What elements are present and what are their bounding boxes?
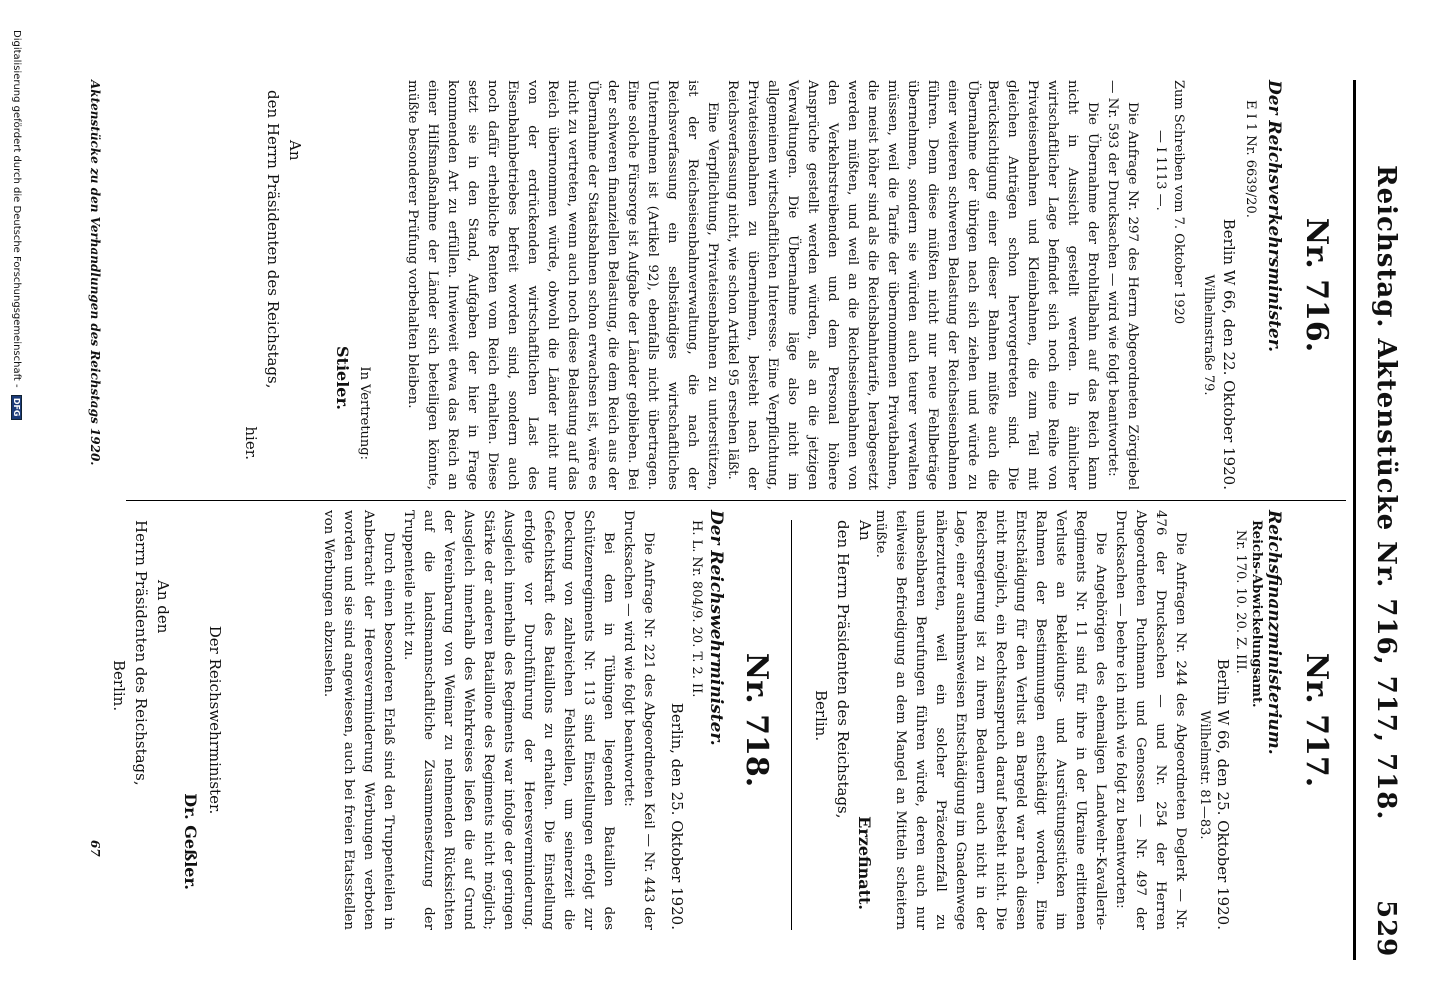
doc717-paragraph-1: Die Angehörigen des ehemaligen Landwehr-Kavallerie-Regiments Nr. 11 sind für ihre in der Ukraine erlittenen Verluste an Bekleidungs- und Ausrüstungsstücken im Rahmen der Bestimmungen entschädigt worden. Eine Entschädigung für den Verlust an Bargeld war nach diesen nicht möglich, ein Rechtsanspruch darauf besteht nicht. Die Reichsregierung ist zu ihrem Bedauern auch nicht in der Lage, einer ausnahmsweisen Entschädigung im Gnadenwege näherzutreten, weil ein solcher Präzedenzfall zu unabsehbaren Berufungen führen würde, deren auch nur teilweise Befriedigung an dem Mangel an Mitteln scheitern müßte. — [873, 510, 1108, 930]
doc717-number: Nr. 717. — [1299, 652, 1334, 788]
doc717-intro: Die Anfragen Nr. 244 des Abgeordneten Deglerk — Nr. 476 der Drucksachen — und Nr. 254 der Herren Abgeordneten Puchmann und Genossen — Nr. 497 der Drucksachen — beehre ich mich wie folgt zu beantworten: — [1113, 510, 1188, 930]
doc716-signature: Stieler. — [333, 346, 352, 410]
doc717-street: Wilhelmstr. 81—83. — [1197, 710, 1212, 840]
doc718-paragraph-2: Durch einen besonderen Erlaß sind den Truppenteilen in Anbetracht der Heeresverminderung Werbungen verboten worden und sie sind angewiesen, auch bei freien Etatsstellen von Werbungen abzusehen. — [321, 510, 396, 930]
running-header: Reichstag. Aktenstücke Nr. 716, 717, 718. — [1371, 165, 1401, 821]
doc716-number: Nr. 716. — [1299, 217, 1334, 353]
doc718-closing: Der Reichswehrminister. — [206, 625, 224, 815]
doc717-place-date: Berlin W 66, den 25. Oktober 1920. — [1214, 658, 1232, 930]
doc718-ministry: Der Reichswehrminister. — [706, 510, 726, 746]
doc717-address-place: Berlin. — [812, 690, 830, 742]
doc716-letter-ref: Zum Schreiben vom 7. Oktober 1920 — [1171, 80, 1186, 325]
doc716-place-date: Berlin W 66, den 22. Oktober 1920. — [1220, 218, 1238, 490]
doc716-ministry: Der Reichsverkehrsminister. — [1264, 80, 1284, 353]
doc717-separator — [791, 520, 792, 930]
doc716-letter-ref-2: — I 1113 —. — [1153, 130, 1168, 211]
doc718-address-to: Herrn Präsidenten des Reichstags, — [132, 520, 150, 786]
footer-page: 67 — [88, 840, 102, 857]
doc716-address-place: hier. — [242, 426, 260, 460]
doc717-address-an: An — [856, 520, 874, 541]
doc718-address-an: An den — [154, 580, 172, 634]
doc718-signature: Dr. Geßler. — [181, 793, 200, 890]
page-number: 529 — [1371, 900, 1401, 958]
doc716-address-an: An — [286, 140, 304, 161]
doc716-street: Wilhelmstraße 79. — [1201, 274, 1216, 396]
doc716-reference: E I 1 Nr. 6639/20. — [1243, 100, 1258, 218]
doc716-paragraph-1: Die Übernahme der Brohltalbahn auf das Reich kann nicht in Aussicht gestellt werden. In ähnlicher wirtschaftlicher Lage befindet sich noch eine Reihe von Privateisenbahnen und Kleinbahnen, die zum Teil mit gleichen Anträgen schon hervorgetreten sind. Die Berücksichtigung einer dieser Bahnen müßte auch die Übernahme der übrigen nach sich ziehen und würde zu einer weiteren schweren Belastung der Reichseisenbahnen führen. Denn diese müßten nicht nur neue Fehlbeträge übernehmen, sondern sie würden auch teurer verwalten müssen, weil die Tarife der übernommenen Privatbahnen, die meist höher sind als die Reichsbahntarife, herabgesetzt werden müßten, und weil an die Reichseisenbahnen von den Verkehrstreibenden und dem Personal höhere Ansprüche gestellt werden würden, als an die jetzigen Verwaltungen. Die Übernahme läge also nicht im allgemeinen wirtschaftlichen Interesse. Eine Verpflichtung, Privateisenbahnen zu übernehmen, besteht nach der Reichsverfassung nicht, wie schon Artikel 95 ersehen läßt. — [725, 80, 1100, 490]
column-divider — [126, 500, 1346, 501]
doc718-place-date: Berlin, den 25. Oktober 1920. — [668, 702, 686, 930]
doc718-paragraph-1: Bei dem in Tübingen liegenden Bataillon des Schützenregiments Nr. 113 sind Einstellungen erfolgt zur Deckung von zahlreichen Fehlstellen, um seinerzeit die Gefechtskraft des Bataillons zu erhalten. Die Einstellung erfolgte vor Durchführung der Heeresverminderung. Ausgleich innerhalb des Regiments war infolge der geringen Stärke der anderen Bataillone des Regiments nicht möglich; Ausgleich innerhalb des Wehrkreises ließen die auf Grund der Vereinbarung von Weimar zu nehmenden Rücksichten auf die landsmannschaftliche Zusammensetzung der Truppenteile nicht zu. — [401, 510, 616, 930]
doc718-intro: Die Anfrage Nr. 221 des Abgeordneten Keil — Nr. 443 der Drucksachen — wird wie folgt beantwortet: — [621, 510, 656, 930]
doc717-address-to: den Herrn Präsidenten des Reichstags, — [834, 520, 852, 819]
doc718-reference: H. L. Nr. 804/9. 20. T. 2. II. — [689, 520, 704, 698]
doc717-subtitle: Reichs-Abwickelungsamt. — [1249, 520, 1264, 708]
doc716-intro: Die Anfrage Nr. 297 des Herrn Abgeordneten Zörgiebel — Nr. 593 der Drucksachen — wird wie folgt beantwortet: — [1105, 80, 1140, 490]
dfg-credit-text: Digitalisierung gefördert durch die Deutsche Forschungsgemeinschaft - — [11, 30, 22, 388]
doc717-ministry: Reichsfinanzministerium. — [1264, 510, 1284, 755]
header-rule — [1353, 80, 1356, 960]
doc716-body — [402, 80, 1142, 490]
doc716-paragraph-2: Eine Verpflichtung, Privateisenbahnen zu unterstützen, ist der Reichseisenbahnverwaltung, die nach der Reichsverfassung ein selbständiges wirtschaftliches Unternehmen ist (Artikel 92), ebenfalls nicht übertragen. Eine solche Fürsorge ist Aufgabe der Länder geblieben. Bei der schweren finanziellen Belastung, die dem Reich aus der Übernahme der Staatsbahnen schon erwachsen ist, wäre es nicht zu vertreten, wenn auch noch diese Belastung auf das Reich übernommen würde, obwohl die Länder nicht nur von der erdrückenden wirtschaftlichen Last des Eisenbahnbetriebes befreit worden sind, sondern auch noch dafür erhebliche Renten vom Reich erhalten. Diese setzt sie in den Stand, Aufgaben der hier in Frage kommenden Art zu erfüllen. Inwieweit etwa das Reich an einer Hilfsmaßnahme der Länder sich beteiligen könnte, müßte besonderer Prüfung vorbehalten bleiben. — [405, 80, 720, 490]
doc717-signature: Erzefinatt. — [855, 816, 874, 910]
doc718-address-place: Berlin. — [110, 660, 128, 712]
footer-title: Aktenstücke zu den Verhandlungen des Reichstags 1920. — [88, 80, 102, 466]
doc718-body — [318, 510, 658, 930]
dfg-credit — [11, 30, 22, 420]
doc717-body — [870, 510, 1190, 930]
doc717-reference: Nr. 170. 10. 20. Z. III. — [1233, 530, 1248, 674]
dfg-logo: DFG — [11, 395, 22, 420]
doc718-number: Nr. 718. — [739, 652, 774, 788]
doc716-deputy: In Vertretung: — [357, 366, 372, 460]
doc716-address-to: den Herrn Präsidenten des Reichstags, — [264, 90, 282, 389]
